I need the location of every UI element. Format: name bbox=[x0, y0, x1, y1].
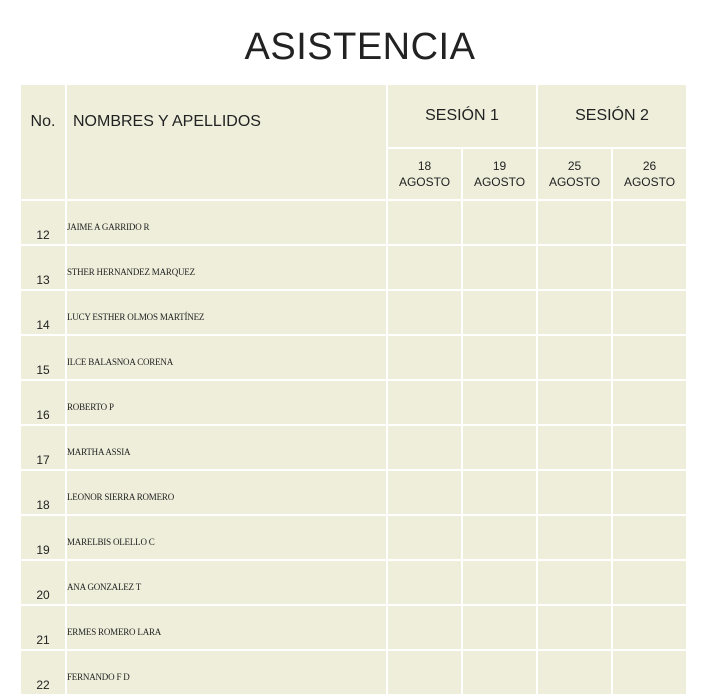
date-cell bbox=[613, 149, 686, 199]
row-name: LEONOR SIERRA ROMERO bbox=[67, 471, 386, 514]
attendance-cell[interactable] bbox=[538, 381, 611, 424]
attendance-cell[interactable] bbox=[538, 606, 611, 649]
row-name: ILCE BALASNOA CORENA bbox=[67, 336, 386, 379]
date-month: AGOSTO bbox=[548, 175, 601, 189]
attendance-cell[interactable] bbox=[463, 606, 536, 649]
row-number: 17 bbox=[21, 426, 65, 469]
date-day: 26 bbox=[642, 159, 657, 173]
attendance-cell[interactable] bbox=[463, 381, 536, 424]
table-row bbox=[21, 201, 686, 244]
attendance-cell[interactable] bbox=[388, 381, 461, 424]
attendance-cell[interactable] bbox=[538, 516, 611, 559]
attendance-cell[interactable] bbox=[388, 201, 461, 244]
date-cell bbox=[388, 149, 461, 199]
attendance-cell[interactable] bbox=[538, 246, 611, 289]
table-row bbox=[21, 381, 686, 424]
row-name: FERNANDO F D bbox=[67, 651, 386, 694]
table-row bbox=[21, 516, 686, 559]
date-day: 19 bbox=[492, 159, 507, 173]
table-row bbox=[21, 246, 686, 289]
attendance-cell[interactable] bbox=[613, 606, 686, 649]
row-name: MARELBIS OLELLO C bbox=[67, 516, 386, 559]
table-row bbox=[21, 471, 686, 514]
row-number: 16 bbox=[21, 381, 65, 424]
attendance-cell[interactable] bbox=[538, 336, 611, 379]
table-row bbox=[21, 291, 686, 334]
attendance-cell[interactable] bbox=[613, 471, 686, 514]
header-session-1: SESIÓN 1 bbox=[388, 85, 536, 147]
attendance-cell[interactable] bbox=[613, 201, 686, 244]
row-number: 12 bbox=[21, 201, 65, 244]
row-name: MARTHA ASSIA bbox=[67, 426, 386, 469]
attendance-cell[interactable] bbox=[463, 291, 536, 334]
date-day: 18 bbox=[417, 159, 432, 173]
row-number: 22 bbox=[21, 651, 65, 694]
attendance-cell[interactable] bbox=[613, 381, 686, 424]
attendance-cell[interactable] bbox=[463, 516, 536, 559]
row-number: 15 bbox=[21, 336, 65, 379]
attendance-cell[interactable] bbox=[463, 471, 536, 514]
attendance-cell[interactable] bbox=[463, 561, 536, 604]
attendance-cell[interactable] bbox=[538, 471, 611, 514]
attendance-cell[interactable] bbox=[538, 201, 611, 244]
attendance-cell[interactable] bbox=[463, 651, 536, 694]
header-no: No. bbox=[21, 85, 65, 199]
table-row bbox=[21, 606, 686, 649]
attendance-cell[interactable] bbox=[388, 606, 461, 649]
row-name: ERMES ROMERO LARA bbox=[67, 606, 386, 649]
attendance-cell[interactable] bbox=[613, 651, 686, 694]
attendance-cell[interactable] bbox=[388, 291, 461, 334]
page-title: ASISTENCIA bbox=[244, 26, 476, 68]
row-number: 14 bbox=[21, 291, 65, 334]
attendance-cell[interactable] bbox=[613, 561, 686, 604]
header-row bbox=[21, 85, 686, 147]
row-number: 18 bbox=[21, 471, 65, 514]
attendance-cell[interactable] bbox=[463, 246, 536, 289]
attendance-cell[interactable] bbox=[388, 336, 461, 379]
attendance-cell[interactable] bbox=[538, 651, 611, 694]
date-cell bbox=[538, 149, 611, 199]
attendance-table bbox=[19, 83, 688, 696]
table-row bbox=[21, 651, 686, 694]
date-month: AGOSTO bbox=[623, 175, 676, 189]
table-row bbox=[21, 336, 686, 379]
attendance-cell[interactable] bbox=[463, 426, 536, 469]
date-cell bbox=[463, 149, 536, 199]
date-day: 25 bbox=[567, 159, 582, 173]
attendance-cell[interactable] bbox=[388, 426, 461, 469]
date-month: AGOSTO bbox=[473, 175, 526, 189]
attendance-cell[interactable] bbox=[463, 201, 536, 244]
row-number: 13 bbox=[21, 246, 65, 289]
header-names: NOMBRES Y APELLIDOS bbox=[67, 85, 386, 199]
row-number: 21 bbox=[21, 606, 65, 649]
row-name: LUCY ESTHER OLMOS MARTÍNEZ bbox=[67, 291, 386, 334]
attendance-cell[interactable] bbox=[388, 651, 461, 694]
header-session-2: SESIÓN 2 bbox=[538, 85, 686, 147]
table-row bbox=[21, 561, 686, 604]
attendance-cell[interactable] bbox=[388, 516, 461, 559]
attendance-cell[interactable] bbox=[613, 336, 686, 379]
attendance-cell[interactable] bbox=[538, 426, 611, 469]
attendance-cell[interactable] bbox=[388, 246, 461, 289]
table-row bbox=[21, 426, 686, 469]
attendance-cell[interactable] bbox=[388, 561, 461, 604]
attendance-cell[interactable] bbox=[613, 516, 686, 559]
row-name: ANA GONZALEZ T bbox=[67, 561, 386, 604]
attendance-cell[interactable] bbox=[463, 336, 536, 379]
row-number: 19 bbox=[21, 516, 65, 559]
row-name: STHER HERNANDEZ MARQUEZ bbox=[67, 246, 386, 289]
row-number: 20 bbox=[21, 561, 65, 604]
attendance-cell[interactable] bbox=[613, 426, 686, 469]
attendance-cell[interactable] bbox=[613, 246, 686, 289]
date-month: AGOSTO bbox=[398, 175, 451, 189]
attendance-cell[interactable] bbox=[613, 291, 686, 334]
attendance-cell[interactable] bbox=[538, 561, 611, 604]
row-name: JAIME A GARRIDO R bbox=[67, 201, 386, 244]
row-name: ROBERTO P bbox=[67, 381, 386, 424]
attendance-cell[interactable] bbox=[538, 291, 611, 334]
attendance-cell[interactable] bbox=[388, 471, 461, 514]
